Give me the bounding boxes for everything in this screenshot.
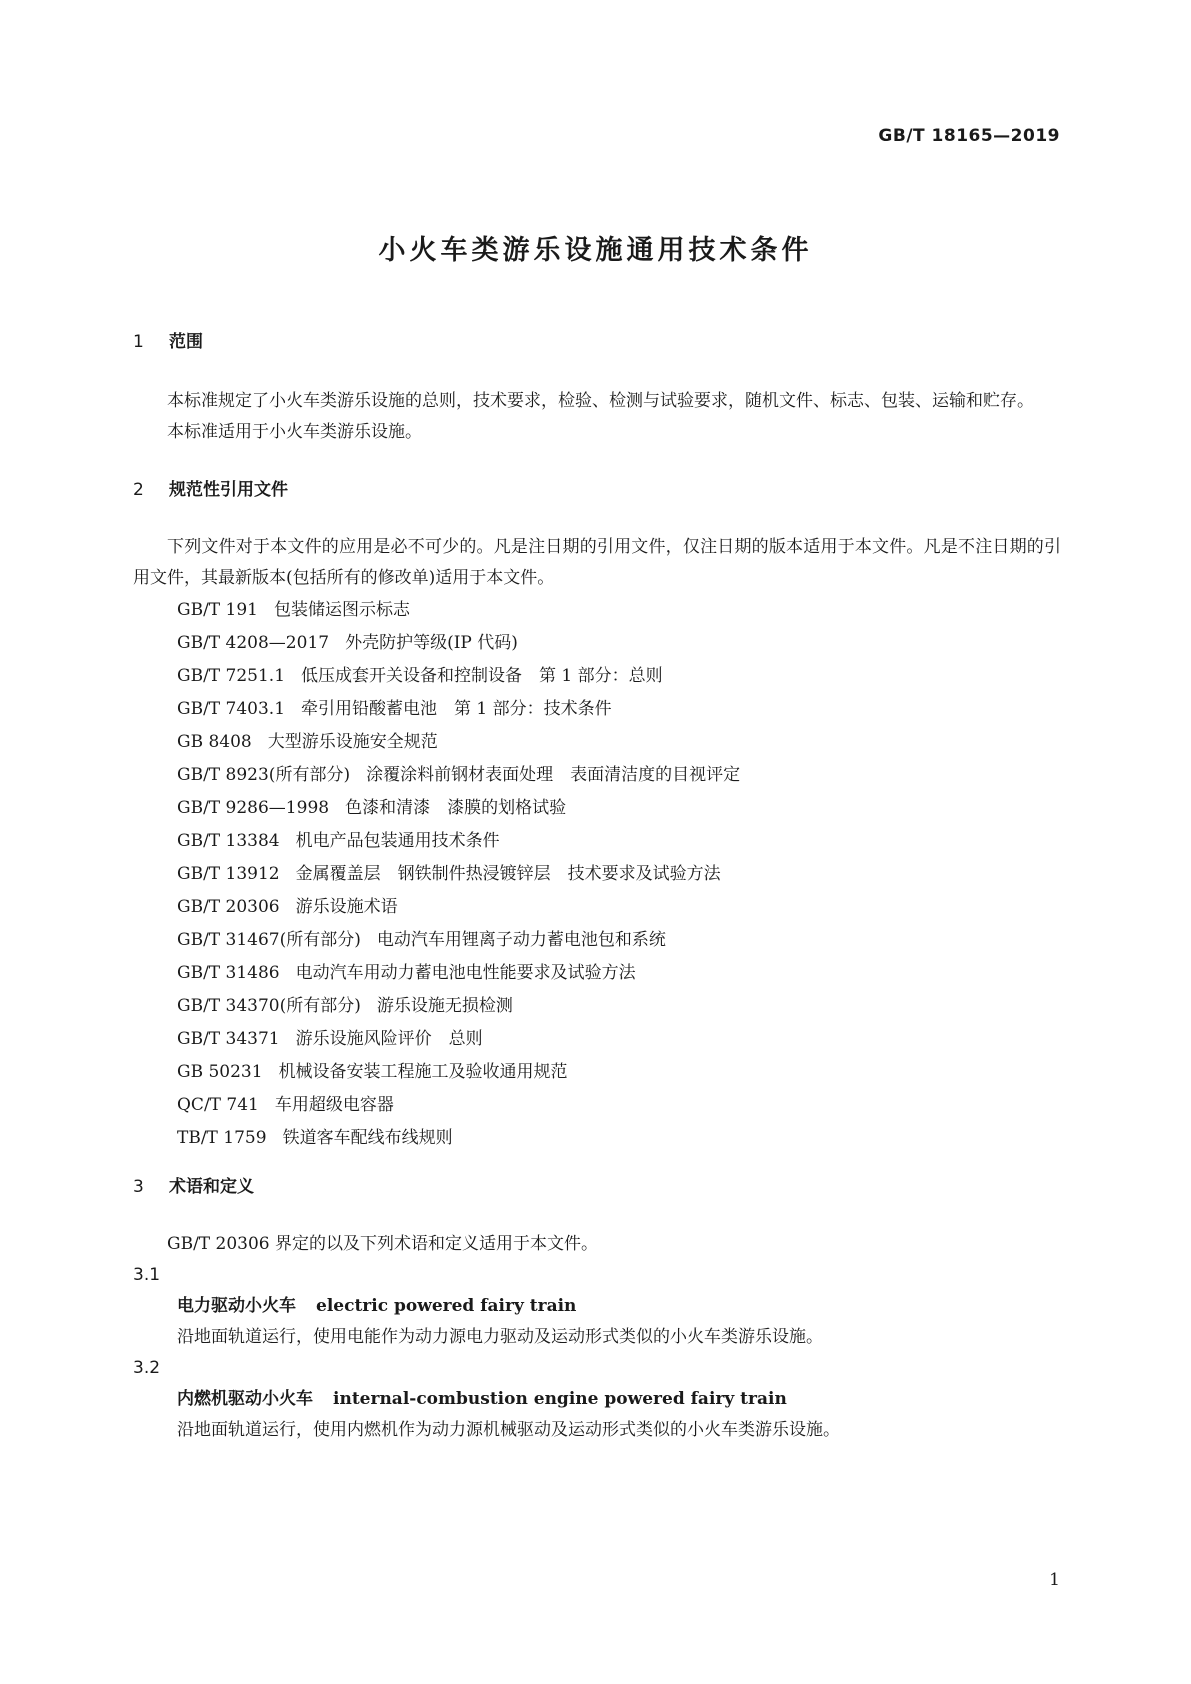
section-title: 规范性引用文件 [169, 480, 288, 500]
reference-title: 游乐设施风险评价 总则 [295, 1029, 483, 1049]
section-number: 2 [133, 480, 144, 500]
reference-item [133, 1089, 1061, 1122]
reference-title: 涂覆涂料前钢材表面处理 表面清洁度的目视评定 [366, 765, 741, 785]
reference-item [133, 693, 1061, 726]
term-number: 3.2 [133, 1358, 161, 1378]
reference-title: 游乐设施术语 [295, 897, 398, 917]
term-name [133, 1291, 1061, 1322]
reference-code: GB/T 7251.1 [177, 666, 286, 686]
reference-code: GB/T 34371 [177, 1029, 280, 1049]
term-number: 3.1 [133, 1265, 161, 1285]
reference-title: 电动汽车用动力蓄电池电性能要求及试验方法 [295, 963, 636, 983]
section-heading-scope [133, 330, 1061, 354]
reference-code: GB 8408 [177, 732, 252, 752]
reference-item [133, 891, 1061, 924]
term-name-en: electric powered fairy train [316, 1296, 577, 1316]
reference-code: GB/T 31486 [177, 963, 280, 983]
reference-item [133, 726, 1061, 759]
reference-code: GB/T 9286—1998 [177, 798, 330, 818]
reference-code: GB/T 20306 [177, 897, 280, 917]
term-name-zh: 电力驱动小火车 [177, 1296, 296, 1316]
scope-paragraph-2: 本标准适用于小火车类游乐设施。 [167, 422, 422, 442]
term-name-en: internal-combustion engine powered fairy train [333, 1389, 787, 1409]
reference-list [133, 594, 1061, 1155]
term-definition: 沿地面轨道运行，使用内燃机作为动力源机械驱动及运动形式类似的小火车类游乐设施。 [177, 1420, 840, 1440]
reference-code: TB/T 1759 [177, 1128, 267, 1148]
reference-title: 低压成套开关设备和控制设备 第 1 部分：总则 [301, 666, 663, 686]
reference-item [133, 660, 1061, 693]
section-heading-terms [133, 1175, 1061, 1199]
reference-code: GB/T 13384 [177, 831, 280, 851]
reference-title: 大型游乐设施安全规范 [267, 732, 438, 752]
reference-title: 牵引用铅酸蓄电池 第 1 部分：技术条件 [301, 699, 612, 719]
reference-title: 外壳防护等级(IP 代码) [345, 633, 518, 653]
reference-item [133, 957, 1061, 990]
document-title: 小火车类游乐设施通用技术条件 [378, 235, 813, 266]
reference-code: GB 50231 [177, 1062, 263, 1082]
reference-code: GB/T 13912 [177, 864, 280, 884]
section-number: 3 [133, 1177, 144, 1197]
section-heading-normative-refs [133, 478, 1061, 502]
reference-code: QC/T 741 [177, 1095, 259, 1115]
reference-code: GB/T 4208—2017 [177, 633, 330, 653]
reference-title: 游乐设施无损检测 [376, 996, 513, 1016]
reference-title: 机电产品包装通用技术条件 [295, 831, 500, 851]
reference-item [133, 1122, 1061, 1155]
terms-intro: GB/T 20306 界定的以及下列术语和定义适用于本文件。 [167, 1234, 599, 1254]
reference-code: GB/T 191 [177, 600, 258, 620]
term-definition: 沿地面轨道运行，使用电能作为动力源电力驱动及运动形式类似的小火车类游乐设施。 [177, 1327, 823, 1347]
reference-title: 色漆和清漆 漆膜的划格试验 [345, 798, 567, 818]
reference-title: 金属覆盖层 钢铁制件热浸镀锌层 技术要求及试验方法 [295, 864, 721, 884]
section-number: 1 [133, 332, 144, 352]
reference-title: 铁道客车配线布线规则 [282, 1128, 453, 1148]
term-name [133, 1384, 1061, 1415]
reference-title: 电动汽车用锂离子动力蓄电池包和系统 [376, 930, 666, 950]
reference-code: GB/T 34370(所有部分) [177, 996, 361, 1016]
section-title: 术语和定义 [169, 1177, 254, 1197]
reference-item [133, 1056, 1061, 1089]
reference-item [133, 792, 1061, 825]
reference-item [133, 825, 1061, 858]
normative-refs-intro: 下列文件对于本文件的应用是必不可少的。凡是注日期的引用文件，仅注日期的版本适用于本文件。凡是不注日期的引用文件，其最新版本(包括所有的修改单)适用于本文件。 [133, 537, 1061, 588]
document-body [133, 330, 1061, 1446]
reference-title: 包装储运图示标志 [274, 600, 410, 620]
reference-item [133, 627, 1061, 660]
page-number: 1 [1049, 1570, 1060, 1590]
scope-paragraph-1: 本标准规定了小火车类游乐设施的总则，技术要求，检验、检测与试验要求，随机文件、标志、包装、运输和贮存。 [167, 391, 1034, 411]
term-list [133, 1260, 1061, 1446]
reference-item [133, 924, 1061, 957]
reference-title: 机械设备安装工程施工及验收通用规范 [278, 1062, 568, 1082]
reference-item [133, 1023, 1061, 1056]
reference-item [133, 990, 1061, 1023]
reference-item [133, 759, 1061, 792]
reference-item [133, 858, 1061, 891]
reference-title: 车用超级电容器 [274, 1095, 394, 1115]
reference-code: GB/T 8923(所有部分) [177, 765, 351, 785]
reference-item [133, 594, 1061, 627]
term-name-zh: 内燃机驱动小火车 [177, 1389, 313, 1409]
reference-code: GB/T 7403.1 [177, 699, 286, 719]
section-title: 范围 [169, 332, 203, 352]
reference-code: GB/T 31467(所有部分) [177, 930, 361, 950]
standard-code: GB/T 18165—2019 [878, 126, 1060, 146]
